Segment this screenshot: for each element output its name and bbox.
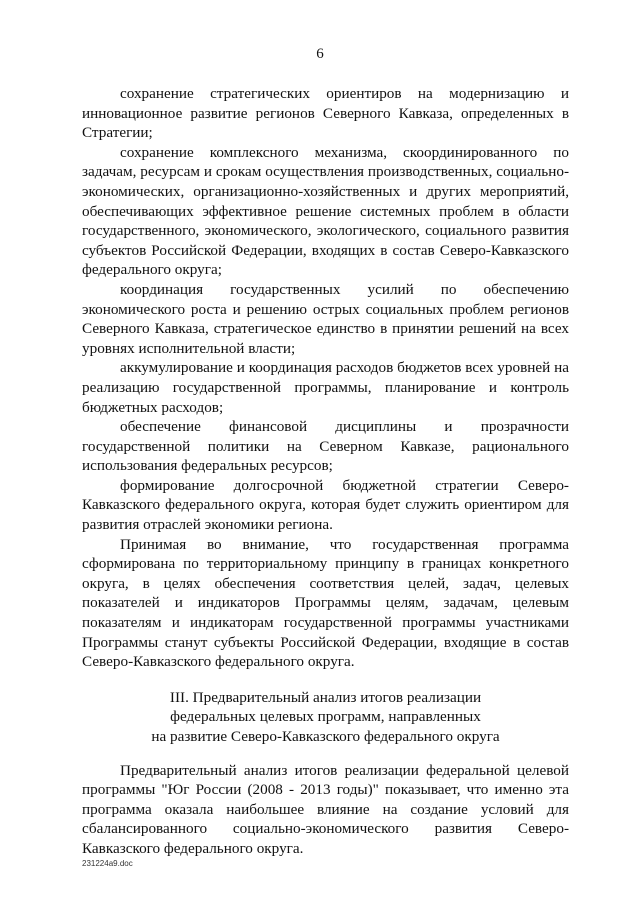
section-heading-line: федеральных целевых программ, направленных: [170, 708, 481, 726]
file-name-footer: 231224a9.doc: [82, 859, 133, 868]
section-heading-line: III. Предварительный анализ итогов реализации: [169, 688, 482, 706]
section-heading-line: на развитие Северо-Кавказского федерального округа: [151, 728, 500, 745]
paragraph: формирование долгосрочной бюджетной стратегии Северо-Кавказского федерального округа, которая будет служить ориентиром для развития отраслей экономики региона.: [82, 476, 569, 534]
document-body: [82, 84, 569, 859]
paragraph: сохранение стратегических ориентиров на модернизацию и инновационное развитие регионов Северного Кавказа, определенных в Стратегии;: [82, 85, 569, 142]
paragraph: аккумулирование и координация расходов бюджетов всех уровней на реализацию государственной программы, планирование и контроль бюджетных расходов;: [82, 359, 569, 416]
section-heading: [82, 688, 569, 747]
paragraph: Предварительный анализ итогов реализации федеральной целевой программы "Юг России (2008 - 2013 годы)" показывает, что именно эта программа оказала наибольшее влияние на создание условий для сбалансированного социально-экономического развития Северо-Кавказского федерального округа.: [82, 761, 569, 857]
paragraph: Принимая во внимание, что государственная программа сформирована по территориальному принципу в границах конкретного округа, в целях обеспечения соответствия целей, задач, целевых показателей и индикаторов Программы целям, задачам, целевым показателям и индикаторам государственной программы участниками Программы станут субъекты Российской Федерации, входящие в состав Северо-Кавказского федерального округа.: [82, 535, 569, 671]
paragraph: координация государственных усилий по обеспечению экономического роста и решению острых социальных проблем регионов Северного Кавказа, стратегическое единство в принятии решений на всех уровнях исполнительной власти;: [82, 280, 569, 357]
paragraph: сохранение комплексного механизма, скоординированного по задачам, ресурсам и срокам осуществления производственных, социально-экономических, организационно-хозяйственных и других мероприятий, обеспечивающих эффективное решение системных проблем в области государственного, экономического, экологического, социального развития субъектов Российской Федерации, входящих в состав Северо-Кавказского федерального округа;: [82, 143, 569, 279]
page-number: 6: [316, 46, 324, 62]
paragraph: обеспечение финансовой дисциплины и прозрачности государственной политики на Северном Кавказе, рационального использования федеральных ресурсов;: [82, 418, 569, 475]
